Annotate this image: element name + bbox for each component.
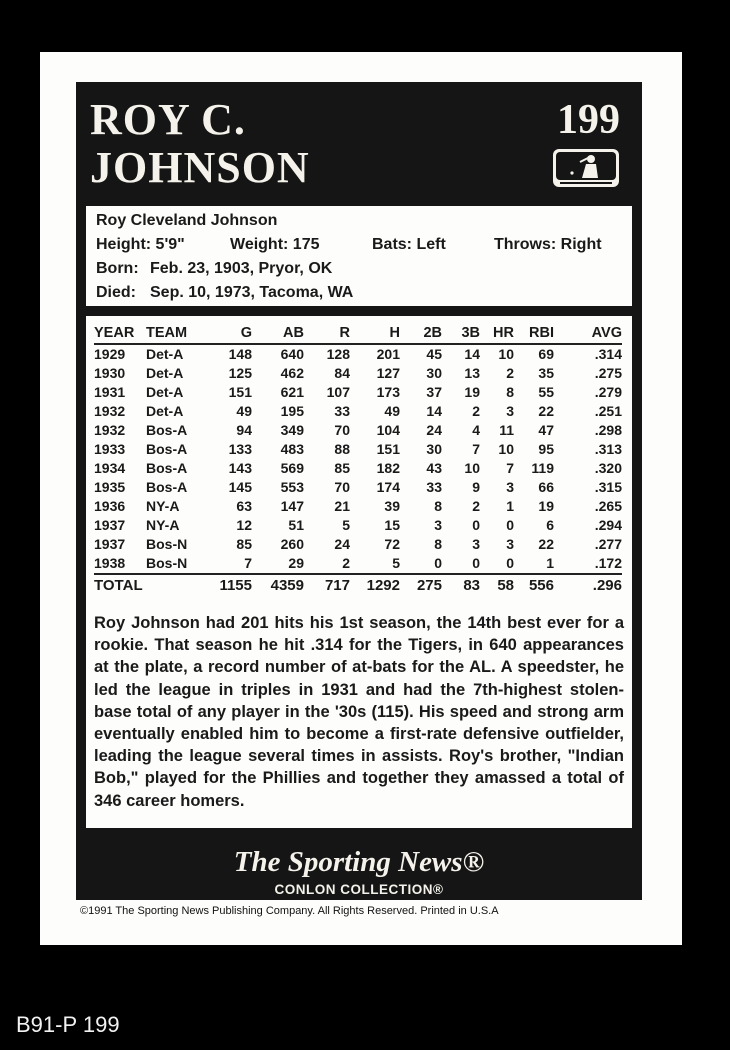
cell-year: 1938 — [94, 555, 126, 571]
cell-avg: .251 — [594, 403, 622, 419]
player-name-line1: ROY C. — [90, 95, 246, 144]
cell-3b: 7 — [472, 441, 480, 457]
cell-ab: 29 — [288, 555, 304, 571]
cell-2b: 43 — [426, 460, 442, 476]
player-name — [90, 96, 310, 192]
cell-avg: .277 — [594, 536, 622, 552]
stats-body — [94, 344, 622, 574]
cell-ab: 195 — [280, 403, 304, 419]
cell-2b: 37 — [426, 384, 442, 400]
baseball-card-back — [40, 52, 682, 945]
bio-throws: Throws: Right — [494, 236, 602, 253]
cell-hr: 10 — [498, 441, 514, 457]
total-ab: 4359 — [252, 574, 304, 597]
cell-rbi: 22 — [538, 536, 554, 552]
cell-g: 125 — [228, 365, 252, 381]
cell-avg: .315 — [594, 479, 622, 495]
total-hr: 58 — [480, 574, 514, 597]
cell-h: 174 — [376, 479, 400, 495]
cell-year: 1931 — [94, 384, 126, 400]
cell-3b: 14 — [464, 346, 480, 362]
cell-h: 182 — [376, 460, 400, 476]
header-rbi: RBI — [514, 322, 554, 344]
cell-ab: 621 — [280, 384, 304, 400]
cell-year: 1932 — [94, 422, 126, 438]
cell-ab: 349 — [280, 422, 304, 438]
cell-team: Bos-N — [146, 555, 188, 571]
cell-hr: 3 — [506, 403, 514, 419]
stats-row — [94, 344, 622, 364]
cell-rbi: 69 — [538, 346, 554, 362]
cell-hr: 2 — [506, 365, 514, 381]
conlon-collection-label: CONLON COLLECTION® — [274, 882, 444, 897]
bio-weight: Weight: 175 — [230, 236, 320, 253]
cell-ab: 462 — [280, 365, 304, 381]
cell-team: Det-A — [146, 403, 184, 419]
stats-row — [94, 535, 622, 554]
cell-2b: 33 — [426, 479, 442, 495]
cell-ab: 553 — [280, 479, 304, 495]
cell-team: NY-A — [146, 517, 180, 533]
cell-2b: 8 — [434, 536, 442, 552]
card-frame — [76, 82, 642, 900]
stats-row — [94, 516, 622, 535]
cell-2b: 30 — [426, 365, 442, 381]
cell-r: 2 — [342, 555, 350, 571]
cell-r: 70 — [334, 479, 350, 495]
cell-r: 128 — [326, 346, 350, 362]
cell-g: 151 — [228, 384, 252, 400]
cell-g: 12 — [236, 517, 252, 533]
bio-full-name: Roy Cleveland Johnson — [96, 212, 278, 229]
cell-year: 1936 — [94, 498, 126, 514]
cell-avg: .279 — [594, 384, 622, 400]
total-team — [146, 574, 210, 597]
stats-row — [94, 383, 622, 402]
cell-2b: 3 — [434, 517, 442, 533]
cell-team: Bos-A — [146, 441, 188, 457]
cell-3b: 2 — [472, 498, 480, 514]
cell-3b: 19 — [464, 384, 480, 400]
cell-2b: 8 — [434, 498, 442, 514]
cell-r: 88 — [334, 441, 350, 457]
cell-rbi: 55 — [538, 384, 554, 400]
cell-2b: 14 — [426, 403, 442, 419]
cell-hr: 10 — [498, 346, 514, 362]
cell-ab: 260 — [280, 536, 304, 552]
cell-avg: .320 — [594, 460, 622, 476]
cell-g: 148 — [228, 346, 252, 362]
cell-rbi: 95 — [538, 441, 554, 457]
cell-h: 5 — [392, 555, 400, 571]
header-year: YEAR — [94, 322, 146, 344]
cell-3b: 9 — [472, 479, 480, 495]
mlb-batter-logo-icon — [552, 148, 620, 188]
cell-ab: 51 — [288, 517, 304, 533]
cell-g: 85 — [236, 536, 252, 552]
total-g: 1155 — [210, 574, 252, 597]
cell-3b: 2 — [472, 403, 480, 419]
cell-year: 1933 — [94, 441, 126, 457]
total-avg: .296 — [554, 574, 622, 597]
bio-born: Feb. 23, 1903, Pryor, OK — [150, 260, 333, 277]
cell-h: 151 — [376, 441, 400, 457]
cell-year: 1929 — [94, 346, 126, 362]
cell-r: 70 — [334, 422, 350, 438]
player-name-line2: JOHNSON — [90, 143, 310, 192]
cell-team: Det-A — [146, 384, 184, 400]
cell-hr: 7 — [506, 460, 514, 476]
cell-2b: 30 — [426, 441, 442, 457]
cell-g: 143 — [228, 460, 252, 476]
cell-rbi: 35 — [538, 365, 554, 381]
header-team: TEAM — [146, 322, 210, 344]
cell-year: 1932 — [94, 403, 126, 419]
cell-team: Bos-A — [146, 460, 188, 476]
cell-avg: .313 — [594, 441, 622, 457]
total-3b: 83 — [442, 574, 480, 597]
bio-died: Sep. 10, 1973, Tacoma, WA — [150, 284, 354, 301]
stats-row — [94, 440, 622, 459]
cell-year: 1937 — [94, 536, 126, 552]
career-summary-text: Roy Johnson had 201 hits his 1st season, the 14th best ever for a rookie. That season he hit .314 for the Tigers, in 640 appearances at the plate, a record number of at-bats for the AL. A speedster, he led the league in triples in 1931 and had the 7th-highest stolen-base total of any player in the '30s (115). His speed and strong arm eventually enabled him to become a first-rate defensive outfielder, leading the league several times in assists. Roy's brother, "Indian Bob," played for the Phillies and together they amassed a total of 346 career homers. — [94, 614, 624, 810]
cell-g: 49 — [236, 403, 252, 419]
cell-year: 1934 — [94, 460, 126, 476]
stats-row — [94, 497, 622, 516]
cell-avg: .294 — [594, 517, 622, 533]
cell-h: 127 — [376, 365, 400, 381]
footer-brand — [76, 838, 642, 900]
cell-h: 72 — [384, 536, 400, 552]
total-r: 717 — [304, 574, 350, 597]
bio-height: Height: 5'9" — [96, 236, 185, 253]
cell-2b: 24 — [426, 422, 442, 438]
stats-row — [94, 421, 622, 440]
cell-r: 85 — [334, 460, 350, 476]
cell-hr: 0 — [506, 517, 514, 533]
cell-avg: .298 — [594, 422, 622, 438]
header-r: R — [304, 322, 350, 344]
total-2b: 275 — [400, 574, 442, 597]
header-ab: AB — [252, 322, 304, 344]
cell-rbi: 6 — [546, 517, 554, 533]
cell-3b: 0 — [472, 517, 480, 533]
cell-ab: 640 — [280, 346, 304, 362]
cell-g: 94 — [236, 422, 252, 438]
cell-avg: .172 — [594, 555, 622, 571]
cell-rbi: 22 — [538, 403, 554, 419]
header-g: G — [210, 322, 252, 344]
sporting-news-logo: The Sporting News® — [233, 846, 485, 878]
cell-ab: 483 — [280, 441, 304, 457]
cell-2b: 0 — [434, 555, 442, 571]
total-rbi: 556 — [514, 574, 554, 597]
total-label: TOTAL — [94, 574, 146, 597]
header-hr: HR — [480, 322, 514, 344]
cell-3b: 10 — [464, 460, 480, 476]
cell-rbi: 119 — [531, 460, 554, 476]
cell-avg: .265 — [594, 498, 622, 514]
cell-team: Det-A — [146, 346, 184, 362]
stats-row — [94, 459, 622, 478]
stats-row — [94, 364, 622, 383]
cell-h: 15 — [384, 517, 400, 533]
cell-g: 145 — [228, 479, 252, 495]
bio-born-label: Born: — [96, 260, 139, 277]
career-stats-table — [94, 322, 622, 597]
card-number: 199 — [557, 97, 620, 143]
cell-r: 5 — [342, 517, 350, 533]
cell-avg: .275 — [594, 365, 622, 381]
cell-r: 107 — [326, 384, 350, 400]
cell-rbi: 66 — [538, 479, 554, 495]
header-2b: 2B — [400, 322, 442, 344]
scan-label: B91-P 199 — [16, 1012, 120, 1037]
bio-died-label: Died: — [96, 284, 136, 301]
cell-avg: .314 — [594, 346, 622, 362]
cell-team: Bos-A — [146, 479, 188, 495]
cell-h: 104 — [376, 422, 400, 438]
cell-r: 24 — [334, 536, 350, 552]
cell-r: 21 — [334, 498, 350, 514]
bio-bats: Bats: Left — [372, 236, 446, 253]
cell-year: 1935 — [94, 479, 126, 495]
cell-rbi: 19 — [538, 498, 554, 514]
cell-h: 201 — [376, 346, 400, 362]
cell-hr: 1 — [506, 498, 514, 514]
cell-h: 39 — [384, 498, 400, 514]
cell-hr: 3 — [506, 536, 514, 552]
cell-g: 133 — [228, 441, 252, 457]
total-h: 1292 — [350, 574, 400, 597]
cell-r: 84 — [334, 365, 350, 381]
cell-team: Bos-N — [146, 536, 188, 552]
cell-3b: 3 — [472, 536, 480, 552]
header-h: H — [350, 322, 400, 344]
cell-hr: 0 — [506, 555, 514, 571]
stats-panel — [86, 316, 632, 828]
cell-g: 7 — [244, 555, 252, 571]
cell-rbi: 47 — [538, 422, 554, 438]
cell-ab: 569 — [280, 460, 304, 476]
cell-year: 1930 — [94, 365, 126, 381]
stats-total-row — [94, 574, 622, 597]
cell-ab: 147 — [280, 498, 304, 514]
cell-g: 63 — [236, 498, 252, 514]
cell-r: 33 — [334, 403, 350, 419]
bio-panel — [86, 206, 632, 306]
stats-row — [94, 402, 622, 421]
stats-row — [94, 554, 622, 574]
cell-3b: 4 — [472, 422, 480, 438]
cell-team: Det-A — [146, 365, 184, 381]
stats-header-row — [94, 322, 622, 344]
cell-2b: 45 — [426, 346, 442, 362]
cell-h: 173 — [376, 384, 400, 400]
copyright-notice: ©1991 The Sporting News Publishing Company. All Rights Reserved. Printed in U.S.A — [80, 905, 499, 917]
cell-hr: 11 — [499, 422, 514, 438]
cell-3b: 13 — [464, 365, 480, 381]
stats-row — [94, 478, 622, 497]
cell-hr: 8 — [506, 384, 514, 400]
cell-3b: 0 — [472, 555, 480, 571]
cell-team: Bos-A — [146, 422, 188, 438]
cell-hr: 3 — [506, 479, 514, 495]
cell-rbi: 1 — [546, 555, 554, 571]
cell-h: 49 — [384, 403, 400, 419]
cell-team: NY-A — [146, 498, 180, 514]
header-3b: 3B — [442, 322, 480, 344]
cell-year: 1937 — [94, 517, 126, 533]
header-avg: AVG — [554, 322, 622, 344]
